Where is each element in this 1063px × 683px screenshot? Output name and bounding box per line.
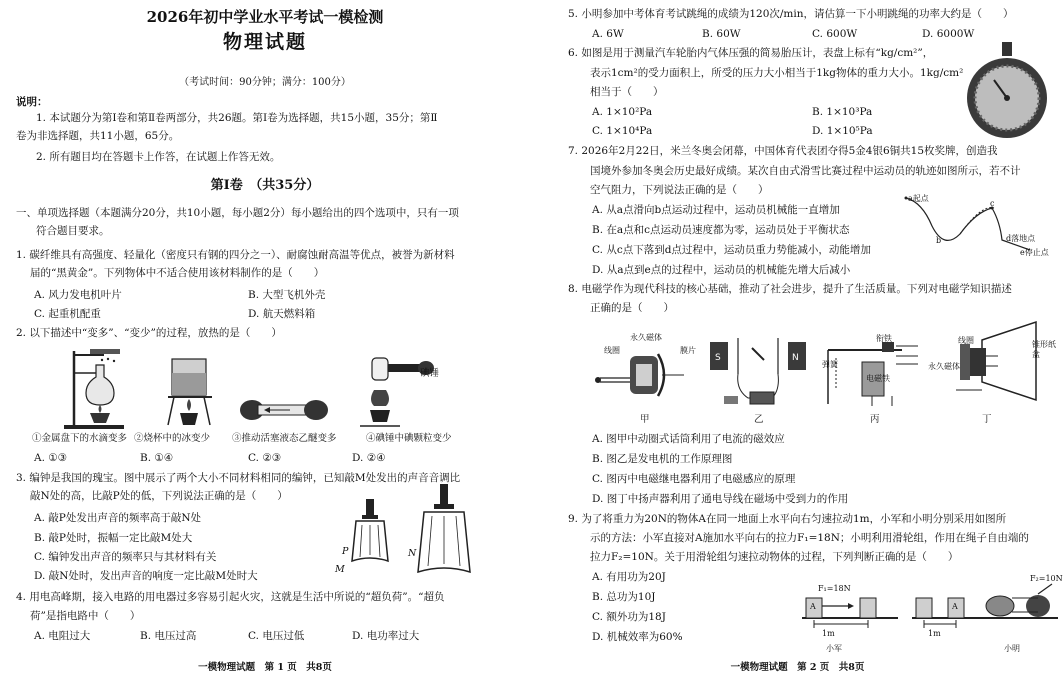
q4-option-b[interactable]: B. 电压过高 xyxy=(140,630,197,642)
q9-label-a2: A xyxy=(952,602,958,611)
q1-stem: 1. 碳纤维具有高强度、轻量化（密度只有钢的四分之一）、耐腐蚀耐高温等优点，被誉为新材料 xyxy=(16,249,455,261)
q3-bell-large xyxy=(410,480,480,585)
q5-option-a[interactable]: A. 6W xyxy=(592,28,624,40)
q8-name-yi: 乙 xyxy=(754,414,764,425)
q8-name-ding: 丁 xyxy=(982,414,992,425)
q8-label-cone: 锥形纸盆 xyxy=(1032,340,1056,360)
svg-text:S: S xyxy=(715,353,721,363)
q9-label-xiaoming: 小明 xyxy=(1004,644,1020,653)
q2-figure-3 xyxy=(240,392,330,430)
q3-bell-small xyxy=(340,495,410,580)
q2-caption-4: ④碘锤中碘颗粒变少 xyxy=(366,433,452,444)
q8-label-diaphragm: 膜片 xyxy=(680,346,696,355)
q9-label-1m-2: 1m xyxy=(928,629,941,638)
q2-iodine-label: 碘锤 xyxy=(420,368,440,379)
q7-stem-cont2: 空气阻力，下列说法正确的是（ ） xyxy=(590,184,769,196)
note-1: 1. 本试题分为第Ⅰ卷和第Ⅱ卷两部分，共26题。第Ⅰ卷为选择题，共15小题，35分；第Ⅱ xyxy=(36,112,438,124)
q1-stem-cont: 届的“黑黄金”。下列物体中不适合使用该材料制作的是（ ） xyxy=(30,267,325,279)
q7-option-b[interactable]: B. 在a点和c点运动员速度都为零，运动员处于平衡状态 xyxy=(592,224,850,236)
q3-label-n: N xyxy=(408,548,417,559)
q8-label-spring: 弹簧 xyxy=(822,360,838,369)
q6-option-d[interactable]: D. 1×10⁵Pa xyxy=(812,125,873,137)
q9-stem-cont1: 示的方法：小军直接对A施加水平向右的拉力F₁=18N；小明利用滑轮组，作用在绳子自由端的 xyxy=(590,532,1029,544)
q7-label-e: e停止点 xyxy=(1020,248,1049,257)
q3-option-a[interactable]: A. 敲P处发出声音的频率高于敲N处 xyxy=(34,512,202,524)
q3-option-b[interactable]: B. 敲P处时，振幅一定比敲M处大 xyxy=(34,532,193,544)
q3-label-p: P xyxy=(342,546,349,557)
exam-info: （考试时间：90分钟；满分：100分） xyxy=(179,77,351,88)
q8-name-bing: 丙 xyxy=(870,414,880,425)
q8-option-a[interactable]: A. 图甲中动圈式话筒利用了电流的磁效应 xyxy=(592,433,785,445)
q6-stem-cont1: 表示1cm²的受力面积上，所受的压力大小相当于1kg物体的重力大小。1kg/cm² xyxy=(590,67,964,79)
q2-option-b[interactable]: B. ①④ xyxy=(140,452,174,464)
q9-figure-xiaojun xyxy=(802,580,902,640)
svg-text:N: N xyxy=(792,353,799,363)
q1-option-d[interactable]: D. 航天燃料箱 xyxy=(248,308,316,320)
q2-caption-3: ③推动活塞液态乙醚变多 xyxy=(232,433,337,444)
exam-title: 2026年初中学业水平考试一模检测 xyxy=(146,8,384,26)
q7-label-a: a起点 xyxy=(908,194,929,203)
note-1-cont: 卷为非选择题，共11小题，65分。 xyxy=(16,130,180,142)
q8-figure-ding xyxy=(952,320,1057,410)
subject-title: 物理试题 xyxy=(222,31,307,53)
q7-label-b: b xyxy=(936,236,942,245)
q7-stem: 7. 2026年2月22日，米兰冬奥会闭幕，中国体育代表团夺得5金4银6铜共15枚奖牌，创造我 xyxy=(568,145,998,157)
q9-label-1m-1: 1m xyxy=(822,629,835,638)
q7-option-c[interactable]: C. 从c点下落到d点过程中，运动员重力势能减小，动能增加 xyxy=(592,244,871,256)
q6-stem-cont2: 相当于（ ） xyxy=(590,86,664,98)
q2-caption-2: ②烧杯中的冰变少 xyxy=(134,433,211,444)
q4-stem: 4. 用电高峰期，接入电路的用电器过多容易引起火灾，这就是生活中所说的“超负荷”。“超负 xyxy=(16,591,445,603)
q6-option-b[interactable]: B. 1×10³Pa xyxy=(812,106,873,118)
q9-label-xiaojun: 小军 xyxy=(826,644,842,653)
q8-stem: 8. 电磁学作为现代科技的核心基础，推动了社会进步，提升了生活质量。下列对电磁学知识描述 xyxy=(568,283,1012,295)
q2-option-a[interactable]: A. ①③ xyxy=(34,452,68,464)
q9-stem: 9. 为了将重力为20N的物体A在同一地面上水平向右匀速拉动1m，小军和小明分别采用如图所 xyxy=(568,513,1007,525)
page-left xyxy=(0,0,530,683)
q2-caption-1: ①金属盘下的水滴变多 xyxy=(32,433,128,444)
q4-option-c[interactable]: C. 电压过低 xyxy=(248,630,305,642)
q9-stem-cont2: 拉力F₂=10N。关于用滑轮组匀速拉动物体的过程，下列判断正确的是（ ） xyxy=(590,551,959,563)
q1-option-b[interactable]: B. 大型飞机外壳 xyxy=(248,289,326,301)
q9-option-a[interactable]: A. 有用功为20J xyxy=(592,571,666,583)
q9-option-d[interactable]: D. 机械效率为60% xyxy=(592,631,683,643)
q8-label-magnet-ding: 永久磁体 xyxy=(928,362,960,371)
q1-option-a[interactable]: A. 风力发电机叶片 xyxy=(34,289,122,301)
q3-option-c[interactable]: C. 编钟发出声音的频率只与其材料有关 xyxy=(34,551,217,563)
q7-label-c: c xyxy=(990,199,995,208)
q3-option-d[interactable]: D. 敲N处时，发出声音的响度一定比敲M处时大 xyxy=(34,570,258,582)
q2-figure-2 xyxy=(160,355,220,430)
q1-option-c[interactable]: C. 起重机配重 xyxy=(34,308,101,320)
q3-stem: 3. 编钟是我国的瑰宝。图中展示了两个大小不同材料相同的编钟，已知敲M处发出的声音音调比 xyxy=(16,472,461,484)
q8-label-coil-ding: 线圈 xyxy=(958,336,974,345)
q9-label-a1: A xyxy=(810,602,816,611)
q5-option-d[interactable]: D. 6000W xyxy=(922,28,975,40)
q7-label-d: d落地点 xyxy=(1006,234,1036,243)
q2-stem: 2. 以下描述中“变多”、“变少”的过程，放热的是（ ） xyxy=(16,327,282,339)
notes-heading: 说明： xyxy=(16,96,48,108)
q8-option-d[interactable]: D. 图丁中扬声器利用了通电导线在磁场中受到力的作用 xyxy=(592,493,849,505)
section-title: 第Ⅰ卷 （共35分） xyxy=(210,178,320,193)
q9-label-f2: F₂=10N xyxy=(1030,574,1063,583)
q9-option-b[interactable]: B. 总功为10J xyxy=(592,591,656,603)
q8-option-b[interactable]: B. 图乙是发电机的工作原理图 xyxy=(592,453,733,465)
footer-left: 一模物理试题 第 1 页 共8页 xyxy=(198,662,332,673)
q7-stem-cont1: 国境外参加冬奥会历史最好成绩。某次自由式滑雪比赛过程中运动员的轨迹如图所示，若不计 xyxy=(590,165,1021,177)
q4-option-a[interactable]: A. 电阻过大 xyxy=(34,630,91,642)
q5-option-c[interactable]: C. 600W xyxy=(812,28,858,40)
q6-option-c[interactable]: C. 1×10⁴Pa xyxy=(592,125,653,137)
q8-stem-cont: 正确的是（ ） xyxy=(590,302,674,314)
q6-option-a[interactable]: A. 1×10²Pa xyxy=(592,106,653,118)
q6-stem: 6. 如图是用于测量汽车轮胎内气体压强的简易胎压计，表盘上标有“kg/cm²”， xyxy=(568,47,934,59)
q7-option-d[interactable]: D. 从a点到e点的过程中，运动员的机械能先增大后减小 xyxy=(592,264,851,276)
note-2: 2. 所有题目均在答题卡上作答，在试题上作答无效。 xyxy=(36,151,281,163)
page-right xyxy=(532,0,1063,683)
footer-right: 一模物理试题 第 2 页 共8页 xyxy=(730,662,865,673)
section-intro-cont: 符合题目要求。 xyxy=(36,225,110,237)
q2-figure-1 xyxy=(60,345,140,430)
q8-label-magnet-jia: 永久磁体 xyxy=(630,333,662,342)
q8-name-jia: 甲 xyxy=(640,414,650,425)
tire-gauge-icon xyxy=(964,40,1054,145)
q3-stem-cont: 敲N处的高，比敲P处的低，下列说法正确的是（ ） xyxy=(30,490,288,502)
q7-option-a[interactable]: A. 从a点滑向b点运动过程中，运动员机械能一直增加 xyxy=(592,204,840,216)
q4-option-d[interactable]: D. 电功率过大 xyxy=(352,630,420,642)
q8-label-electromagnet: 电磁铁 xyxy=(866,374,890,383)
q8-figure-yi xyxy=(708,328,808,410)
q2-option-d[interactable]: D. ②④ xyxy=(352,452,386,464)
q8-label-armature: 衔铁 xyxy=(876,334,892,343)
q9-label-f1: F₁=18N xyxy=(818,584,851,593)
q5-stem: 5. 小明参加中考体育考试跳绳的成绩为120次/min，请估算一下小明跳绳的功率大约是（ ） xyxy=(568,8,1014,20)
q5-option-b[interactable]: B. 60W xyxy=(702,28,741,40)
q2-figure-4 xyxy=(360,350,450,430)
q9-option-c[interactable]: C. 额外功为18J xyxy=(592,611,666,623)
q8-label-coil-jia: 线圈 xyxy=(604,346,620,355)
section-intro: 一、单项选择题（本题满分20分，共10小题，每小题2分）每小题给出的四个选项中，只有一项 xyxy=(16,207,459,219)
q3-label-m: M xyxy=(335,564,345,575)
q2-option-c[interactable]: C. ②③ xyxy=(248,452,282,464)
q4-stem-cont: 荷”是指电路中（ ） xyxy=(30,610,141,622)
q8-option-c[interactable]: C. 图丙中电磁继电器利用了电磁感应的原理 xyxy=(592,473,796,485)
